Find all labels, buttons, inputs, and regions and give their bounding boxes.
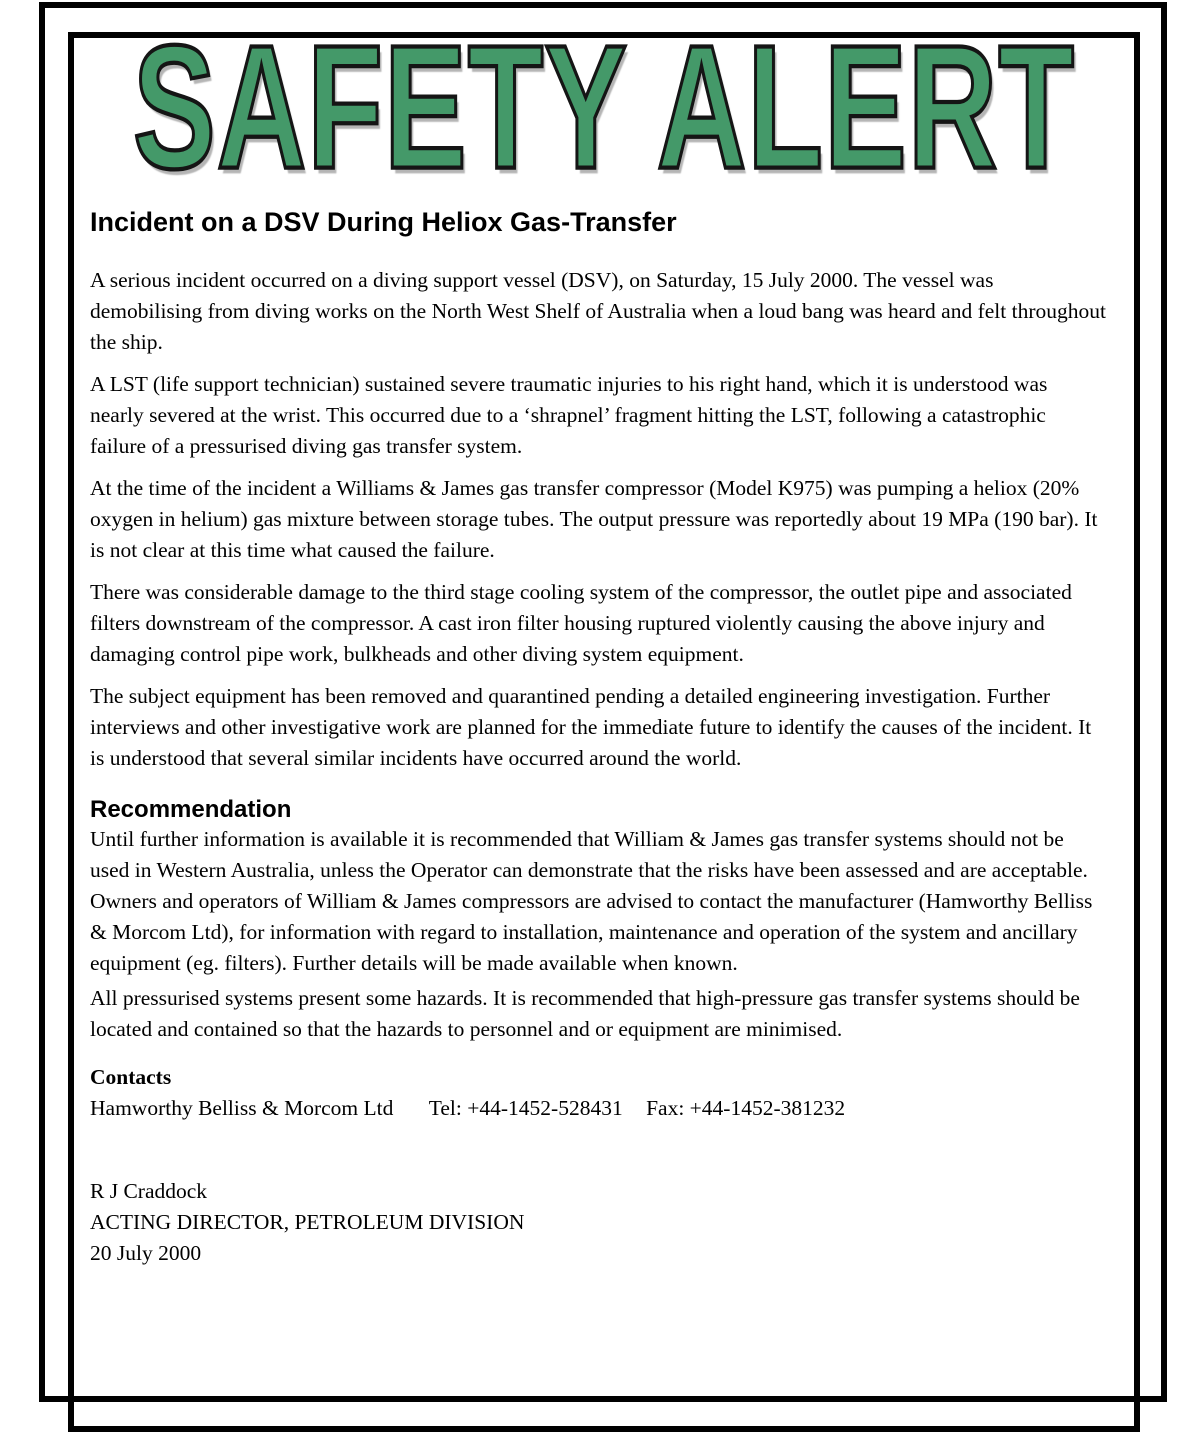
contacts-heading: Contacts: [90, 1065, 172, 1089]
recommendation-paragraph-2: All pressurised systems present some hazards. It is recommended that high-pressure gas transfer systems should be located and contained so that the hazards to personnel and or equipment are minimised.: [90, 986, 1080, 1041]
contact-fax: Fax: +44-1452-381232: [646, 1096, 846, 1120]
body-paragraph-1: A serious incident occurred on a diving support vessel (DSV), on Saturday, 15 July 2000. The vessel was demobilising from diving works on the North West Shelf of Australia when a loud bang was heard and felt throughout the ship.: [90, 268, 1106, 354]
body-paragraph-5: The subject equipment has been removed and quarantined pending a detailed engineering investigation. Further interviews and other investigative work are planned for the immediate future to identify the causes of the incident. It is understood that several similar incidents have occurred around the world.: [90, 684, 1092, 770]
contact-telephone: Tel: +44-1452-528431: [428, 1096, 623, 1120]
recommendation-paragraph: Until further information is available it is recommended that William & James gas transfer systems should not be used in Western Australia, unless the Operator can demonstrate that the risks have been assessed and are acceptable. Owners and operators of William & James compressors are advised to contact the manufacturer (Hamworthy Belliss & Morcom Ltd), for information with regard to installation, maintenance and operation of the system and ancillary equipment (eg. filters). Further details will be made available when known.: [90, 827, 1093, 975]
signatory-title: ACTING DIRECTOR, PETROLEUM DIVISION: [90, 1210, 525, 1234]
body-paragraph-3: At the time of the incident a Williams & James gas transfer compressor (Model K975) was pumping a heliox (20% oxygen in helium) gas mixture between storage tubes. The output pressure was reportedly about 19 MPa (190 bar). It is not clear at this time what caused the failure.: [90, 476, 1098, 562]
safety-alert-banner: [68, 10, 1140, 207]
contact-company: Hamworthy Belliss & Morcom Ltd: [90, 1096, 394, 1120]
contacts-line: [90, 1093, 1106, 1124]
signatory-name: R J Craddock: [90, 1179, 208, 1203]
signature-block: [90, 1176, 1106, 1269]
signature-date: 20 July 2000: [90, 1241, 202, 1265]
recommendation-heading: Recommendation: [90, 796, 292, 823]
body-paragraph-2: A LST (life support technician) sustained severe traumatic injuries to his right hand, which it is understood was nearly severed at the wrist. This occurred due to a ‘shrapnel’ fragment hitting the LST, following a catastrophic failure of a pressurised diving gas transfer system.: [90, 372, 1048, 458]
body-paragraph-4: There was considerable damage to the third stage cooling system of the compressor, the outlet pipe and associated filters downstream of the compressor. A cast iron filter housing ruptured violently causing the above injury and damaging control pipe work, bulkheads and other diving system equipment.: [90, 580, 1072, 666]
document-title: Incident on a DSV During Heliox Gas-Transfer: [90, 207, 677, 237]
document-body: [90, 200, 1106, 1269]
safety-alert-banner-text: SAFETY ALERT: [132, 10, 1076, 207]
